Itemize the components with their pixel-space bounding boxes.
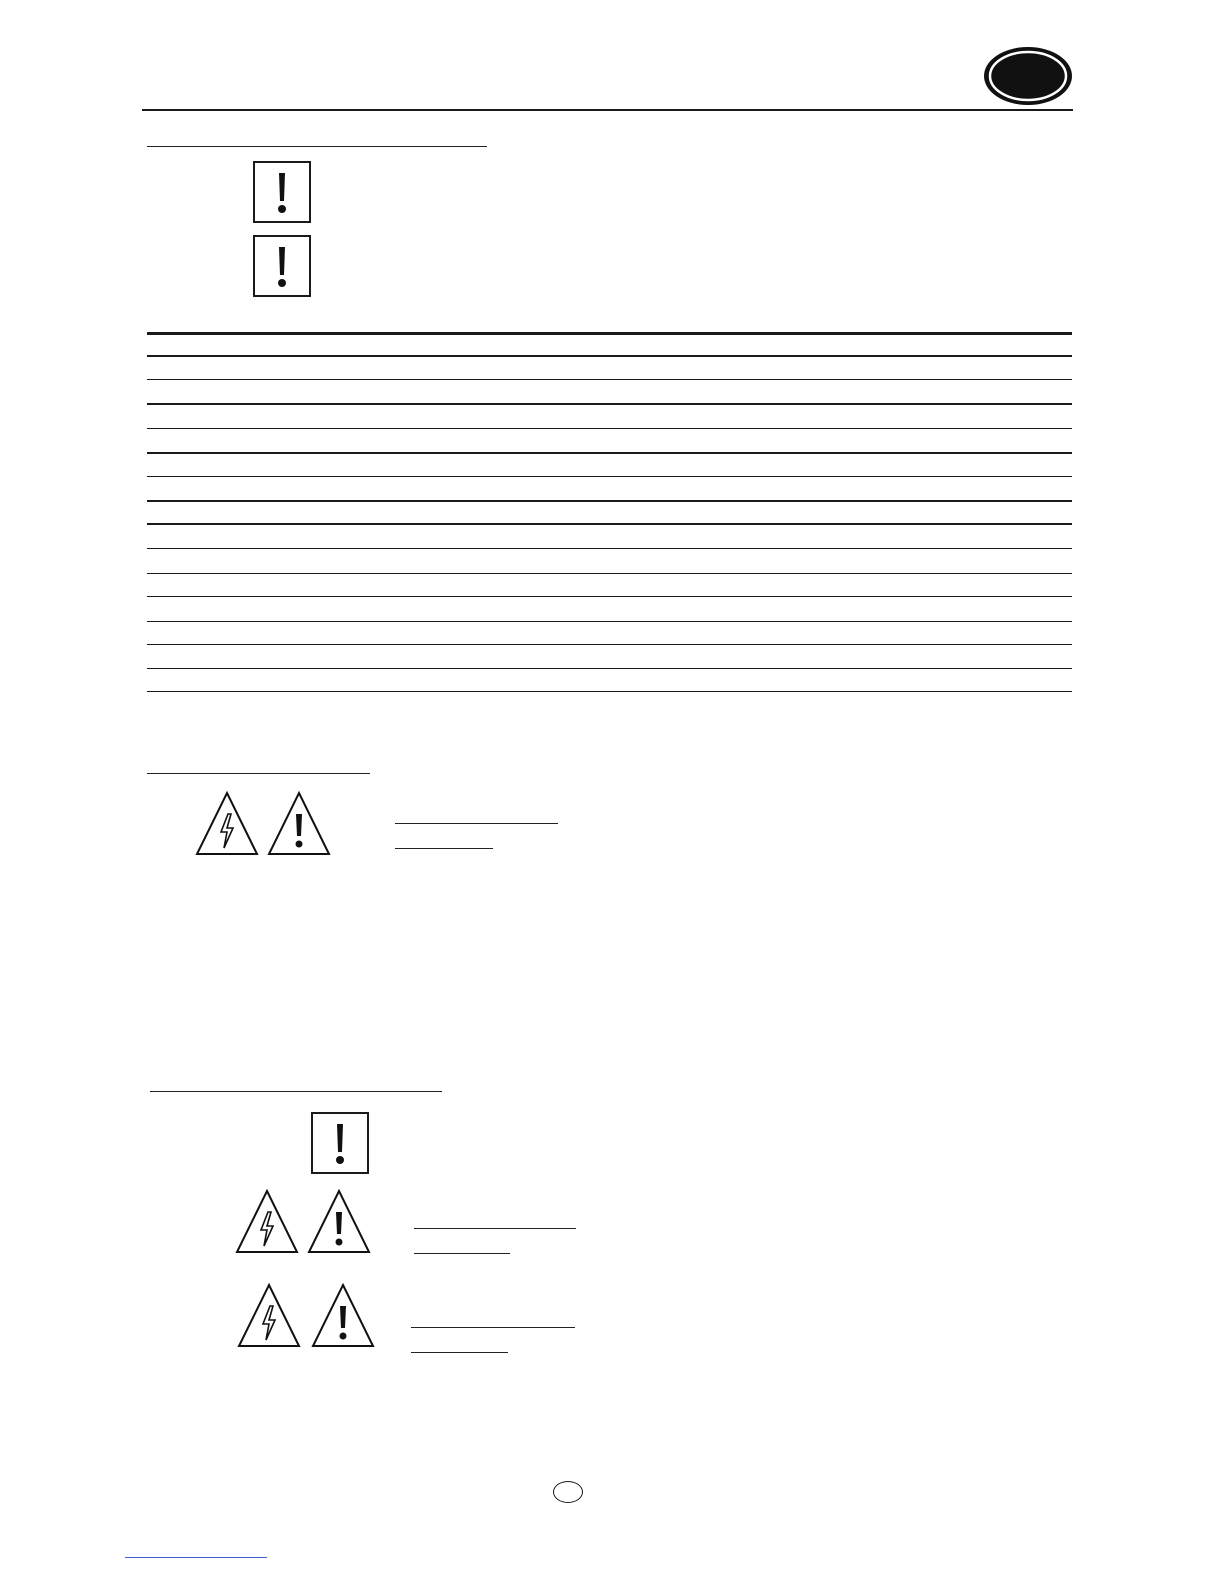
table-rule <box>147 573 1072 574</box>
section1-heading-underline <box>147 146 487 147</box>
table-rule <box>147 355 1072 357</box>
exclamation-notice-icon <box>253 235 311 297</box>
warning-subtitle-underline <box>395 848 493 849</box>
section3-heading-underline <box>150 1091 442 1092</box>
table-rule <box>147 548 1072 549</box>
language-badge <box>982 45 1074 107</box>
warning-title-underline <box>395 823 558 824</box>
caution-triangle-icon <box>307 1188 371 1254</box>
table-rule <box>147 403 1072 405</box>
caution-triangle-icon <box>267 790 331 856</box>
warning-subtitle-underline <box>414 1253 510 1254</box>
table-rule <box>147 500 1072 502</box>
page-number-badge <box>553 1481 583 1503</box>
high-voltage-warning-icon <box>195 790 259 856</box>
high-voltage-warning-icon <box>235 1188 299 1254</box>
table-rule <box>147 452 1072 454</box>
warning-title-underline <box>411 1327 575 1328</box>
table-rule <box>147 428 1072 429</box>
section2-heading-underline <box>147 773 370 774</box>
table-rule <box>147 379 1072 380</box>
high-voltage-warning-icon <box>237 1282 301 1348</box>
table-rule <box>147 644 1072 645</box>
table-rule <box>147 476 1072 477</box>
footer-link[interactable] <box>125 1557 267 1558</box>
table-rule <box>147 332 1072 335</box>
warning-title-underline <box>414 1228 576 1229</box>
warning-subtitle-underline <box>411 1352 508 1353</box>
exclamation-notice-icon <box>311 1112 369 1174</box>
table-rule <box>147 668 1072 669</box>
header-rule <box>142 109 1073 111</box>
table-rule <box>147 691 1072 692</box>
caution-triangle-icon <box>311 1282 375 1348</box>
exclamation-notice-icon <box>253 161 311 223</box>
table-rule <box>147 523 1072 525</box>
table-rule <box>147 596 1072 597</box>
table-rule <box>147 621 1072 622</box>
